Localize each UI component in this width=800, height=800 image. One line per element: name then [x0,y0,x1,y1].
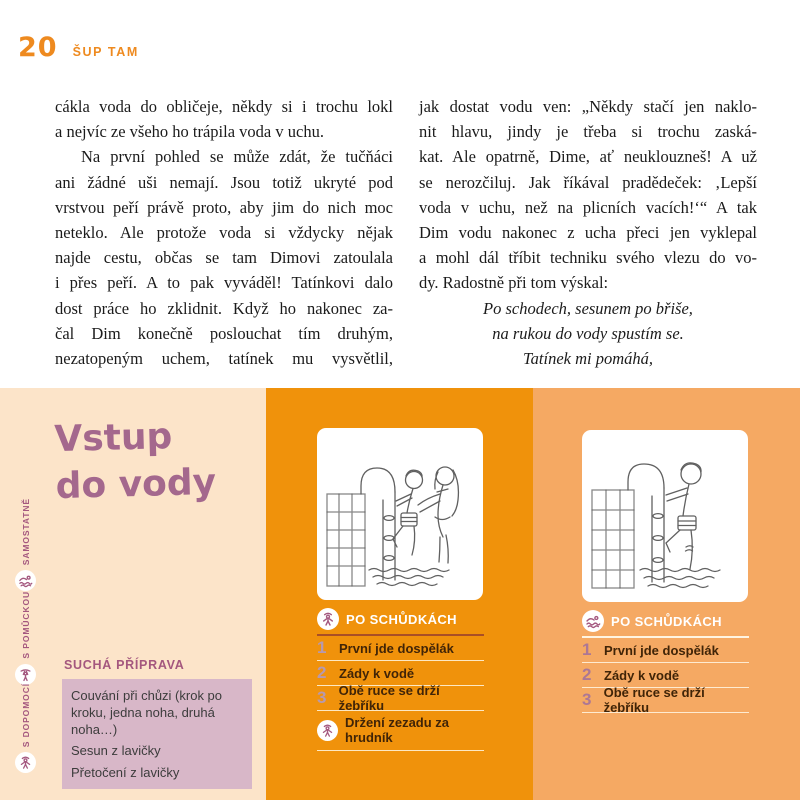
steps-heading: PO SCHŮDKÁCH [611,613,722,629]
section-title-line1: Vstup [53,416,173,461]
running-head: ŠUP TAM [72,45,139,59]
section-title-line2: do vody [55,461,217,508]
step-label: Zády k vodě [604,667,680,683]
text-line: vrstvou peří právě proto, aby jim do nich moc [55,197,393,217]
swimmer-icon [582,610,604,632]
verse-line: Po schodech, sesunem po břiše, [483,298,693,318]
dry-prep-heading: SUCHÁ PŘÍPRAVA [64,658,185,672]
text-line: voda v uchu, než na plicních vacích!‘“ A tak [419,197,757,217]
extra-instruction-row [317,711,484,751]
dry-prep-box [62,679,252,789]
text-line: kat. Ale opatrně, Dime, ať neuklouzneš! A už [419,147,757,167]
page-number: 20 [18,32,58,63]
step-label: První jde dospělák [339,640,454,656]
instruction-section [0,388,800,800]
step-row [317,683,484,713]
left-column [55,94,393,371]
text-line: dost práce ho zklidnit. Když ho nakonec za- [55,298,393,318]
step-number: 1 [317,638,327,657]
dry-prep-item: Sesun z lavičky [71,743,161,759]
swimmer-icon [15,570,36,591]
step-number: 1 [582,640,592,659]
illustration-child-alone [582,430,748,602]
step-number: 2 [317,663,327,682]
text-line: cákla voda do obličeje, někdy si i trochu lokl [55,97,393,116]
verse-line: Tatínek mi pomáhá, [522,349,654,369]
step-number: 3 [582,690,592,709]
sidebar-item-samostatne [15,498,36,591]
body-text [55,94,757,371]
independent-steps [582,610,749,713]
step-number: 2 [582,665,592,684]
assisted-steps-header [317,608,484,636]
helper-icon [317,720,338,741]
text-line: nit hlavu, jindy je třeba si trochu zaská- [419,122,757,142]
text-line: Na první pohled se může zdát, že tučňáci [81,147,393,167]
step-label: První jde dospělák [604,642,719,658]
right-column [419,94,757,371]
assisted-steps [317,608,484,751]
text-line: Dim vodu nakonec z ucha přeci jen vyklepal [419,223,757,243]
text-line: neteklo. Ale protože voda si vždycky nějak [55,223,393,243]
page-header [18,32,139,63]
step-label: Zády k vodě [339,665,415,681]
step-label: Obě ruce se drží žebříku [603,685,705,715]
text-line: jak dostat vodu ven: „Někdy stačí jen naklo- [419,97,757,116]
verse-line: na rukou do vody spustím se. [492,323,684,343]
independent-panel [533,388,800,800]
text-line: a nejvíc ze všeho ho trápila voda v uchu. [55,122,324,142]
sidebar-label: SAMOSTATNĚ [20,498,31,566]
float-icon [15,664,36,685]
text-line: i přes peří. A to pak vyváděl! Tatínkovi dalo [55,273,393,293]
extra-instruction-label: Držení zezadu za hrudník [345,715,450,745]
steps-heading: PO SCHŮDKÁCH [346,611,457,627]
step-row [582,638,749,663]
assisted-panel [266,388,533,800]
dry-prep-item: Couvání při chůzi (krok po kroku, jedna noha, druhá noha…) [71,688,223,738]
helper-icon [317,608,339,630]
sidebar-item-s-pomuckou [15,591,36,685]
text-line: čal Dim konečně poslouchat tím druhým, [55,323,393,343]
step-row [317,636,484,661]
sidebar-label: S POMŮCKOU [20,591,31,659]
sidebar-label: S DOPOMOCÍ [20,683,31,748]
section-title [54,412,217,510]
text-line: ani žádné uši nemají. Jsou totiž ukryté pod [55,172,393,192]
sidebar-item-s-dopomoci [15,683,36,773]
text-line: a mohl dál tříbit techniku svého vlezu do vo- [419,248,757,268]
independent-steps-header [582,610,749,638]
dry-prep-item: Přetočení z lavičky [71,764,180,780]
step-number: 3 [317,688,327,707]
helper-icon [15,752,36,773]
illustration-child-with-adult [317,428,483,600]
text-line: dy. Radostně při tom výskal: [419,273,609,293]
text-line: se nerozčiluj. Jak říkával pradědeček: ‚Lepší [419,172,757,192]
step-label: Obě ruce se drží žebříku [338,683,440,713]
text-line: nezatopeným uchem, tatínek mu vysvětlil, [55,349,393,369]
section-intro-panel [0,388,266,800]
step-row [582,685,749,715]
text-line: najde cestu, občas se tam Dimovi zatoulala [55,248,393,268]
